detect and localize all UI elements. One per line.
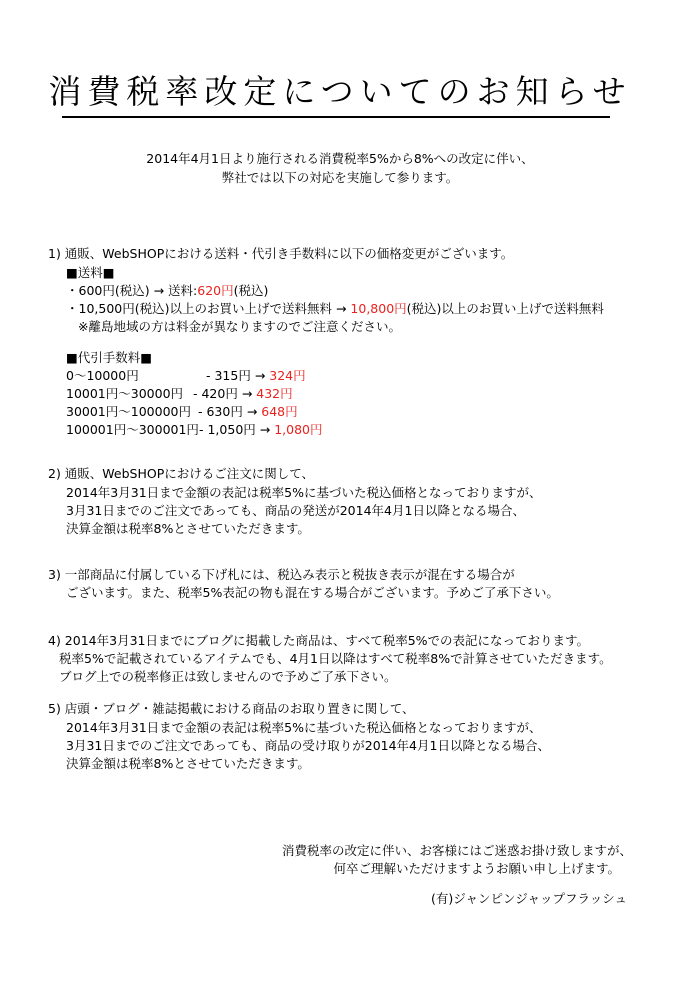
cod-old-fee: - 420円 → xyxy=(193,386,253,401)
cod-row xyxy=(66,403,298,421)
cod-range: 10001円～30000円 xyxy=(66,386,184,401)
cod-row xyxy=(66,385,293,403)
closing-line-1: 消費税率の改定に伴い、お客様にはご迷惑お掛け致しますが、 xyxy=(281,843,632,858)
cod-new-fee: 432円 xyxy=(256,386,293,401)
cod-range: 0～10000円 xyxy=(66,368,139,383)
section5-heading: 5) 店頭・ブログ・雑誌掲載における商品のお取り置きに関して、 xyxy=(48,701,415,716)
shipping-line-2 xyxy=(66,300,604,318)
section3-line: ございます。また、税率5%表記の物も混在する場合がございます。予めご了承下さい。 xyxy=(66,585,559,600)
section5-line: 3月31日までのご注文であっても、商品の受け取りが2014年4月1日以降となる場合、 xyxy=(66,738,550,753)
intro-line-1: 2014年4月1日より施行される消費税率5%から8%への改定に伴い、 xyxy=(146,151,534,166)
title-underline xyxy=(62,116,610,118)
shipping-line-1-suffix: (税込) xyxy=(233,283,269,298)
section5-line: 決算金額は税率8%とさせていただきます。 xyxy=(66,756,310,771)
section2-line: 決算金額は税率8%とさせていただきます。 xyxy=(66,521,310,536)
cod-label: ■代引手数料■ xyxy=(66,350,153,365)
shipping-line-2-prefix: ・10,500円(税込)以上のお買い上げで送料無料 → xyxy=(66,301,351,316)
closing-line-2: 何卒ご理解いただけますようお願い申し上げます。 xyxy=(333,861,620,876)
cod-range: 30001円～100000円 xyxy=(66,404,191,419)
cod-new-fee: 648円 xyxy=(261,404,298,419)
cod-old-fee: - 630円 → xyxy=(198,404,258,419)
cod-range: 100001円～300001円 xyxy=(66,422,199,437)
section5-line: 2014年3月31日まで金額の表記は税率5%に基づいた税込価格となっておりますが、 xyxy=(66,720,542,735)
cod-new-fee: 1,080円 xyxy=(274,422,323,437)
cod-new-fee: 324円 xyxy=(269,368,306,383)
cod-old-fee: - 1,050円 → xyxy=(199,422,271,437)
cod-row xyxy=(66,367,306,385)
section1-heading: 1) 通販、WebSHOPにおける送料・代引き手数料に以下の価格変更がございます。 xyxy=(48,246,514,261)
shipping-line-1-prefix: ・600円(税込) → 送料: xyxy=(66,283,198,298)
shipping-line-1-new-price: 620円 xyxy=(197,283,234,298)
section4-heading: 4) 2014年3月31日までにブログに掲載した商品は、すべて税率5%での表記になっております。 xyxy=(48,633,590,648)
page-title: 消費税率改定についてのお知らせ xyxy=(48,72,632,111)
section2-heading: 2) 通販、WebSHOPにおけるご注文に関して、 xyxy=(48,466,315,481)
company-name: (有)ジャンピンジャップフラッシュ xyxy=(431,891,627,906)
shipping-label: ■送料■ xyxy=(66,265,115,280)
shipping-line-2-suffix: (税込)以上のお買い上げで送料無料 xyxy=(406,301,604,316)
section2-line: 3月31日までのご注文であっても、商品の発送が2014年4月1日以降となる場合、 xyxy=(66,503,525,518)
shipping-line-1 xyxy=(66,282,268,300)
shipping-line-2-new-price: 10,800円 xyxy=(350,301,407,316)
section2-line: 2014年3月31日まで金額の表記は税率5%に基づいた税込価格となっておりますが、 xyxy=(66,485,542,500)
section4-line: ブログ上での税率修正は致しませんので予めご了承下さい。 xyxy=(59,669,397,684)
cod-row xyxy=(66,421,323,439)
section3-heading: 3) 一部商品に付属している下げ札には、税込み表示と税抜き表示が混在する場合が xyxy=(48,567,515,582)
intro-line-2: 弊社では以下の対応を実施して参ります。 xyxy=(221,170,459,185)
cod-old-fee: - 315円 → xyxy=(206,368,266,383)
shipping-note: ※離島地域の方は料金が異なりますのでご注意ください。 xyxy=(78,319,401,334)
section4-line: 税率5%で記載されているアイテムでも、4月1日以降はすべて税率8%で計算させていただきます。 xyxy=(59,651,612,666)
